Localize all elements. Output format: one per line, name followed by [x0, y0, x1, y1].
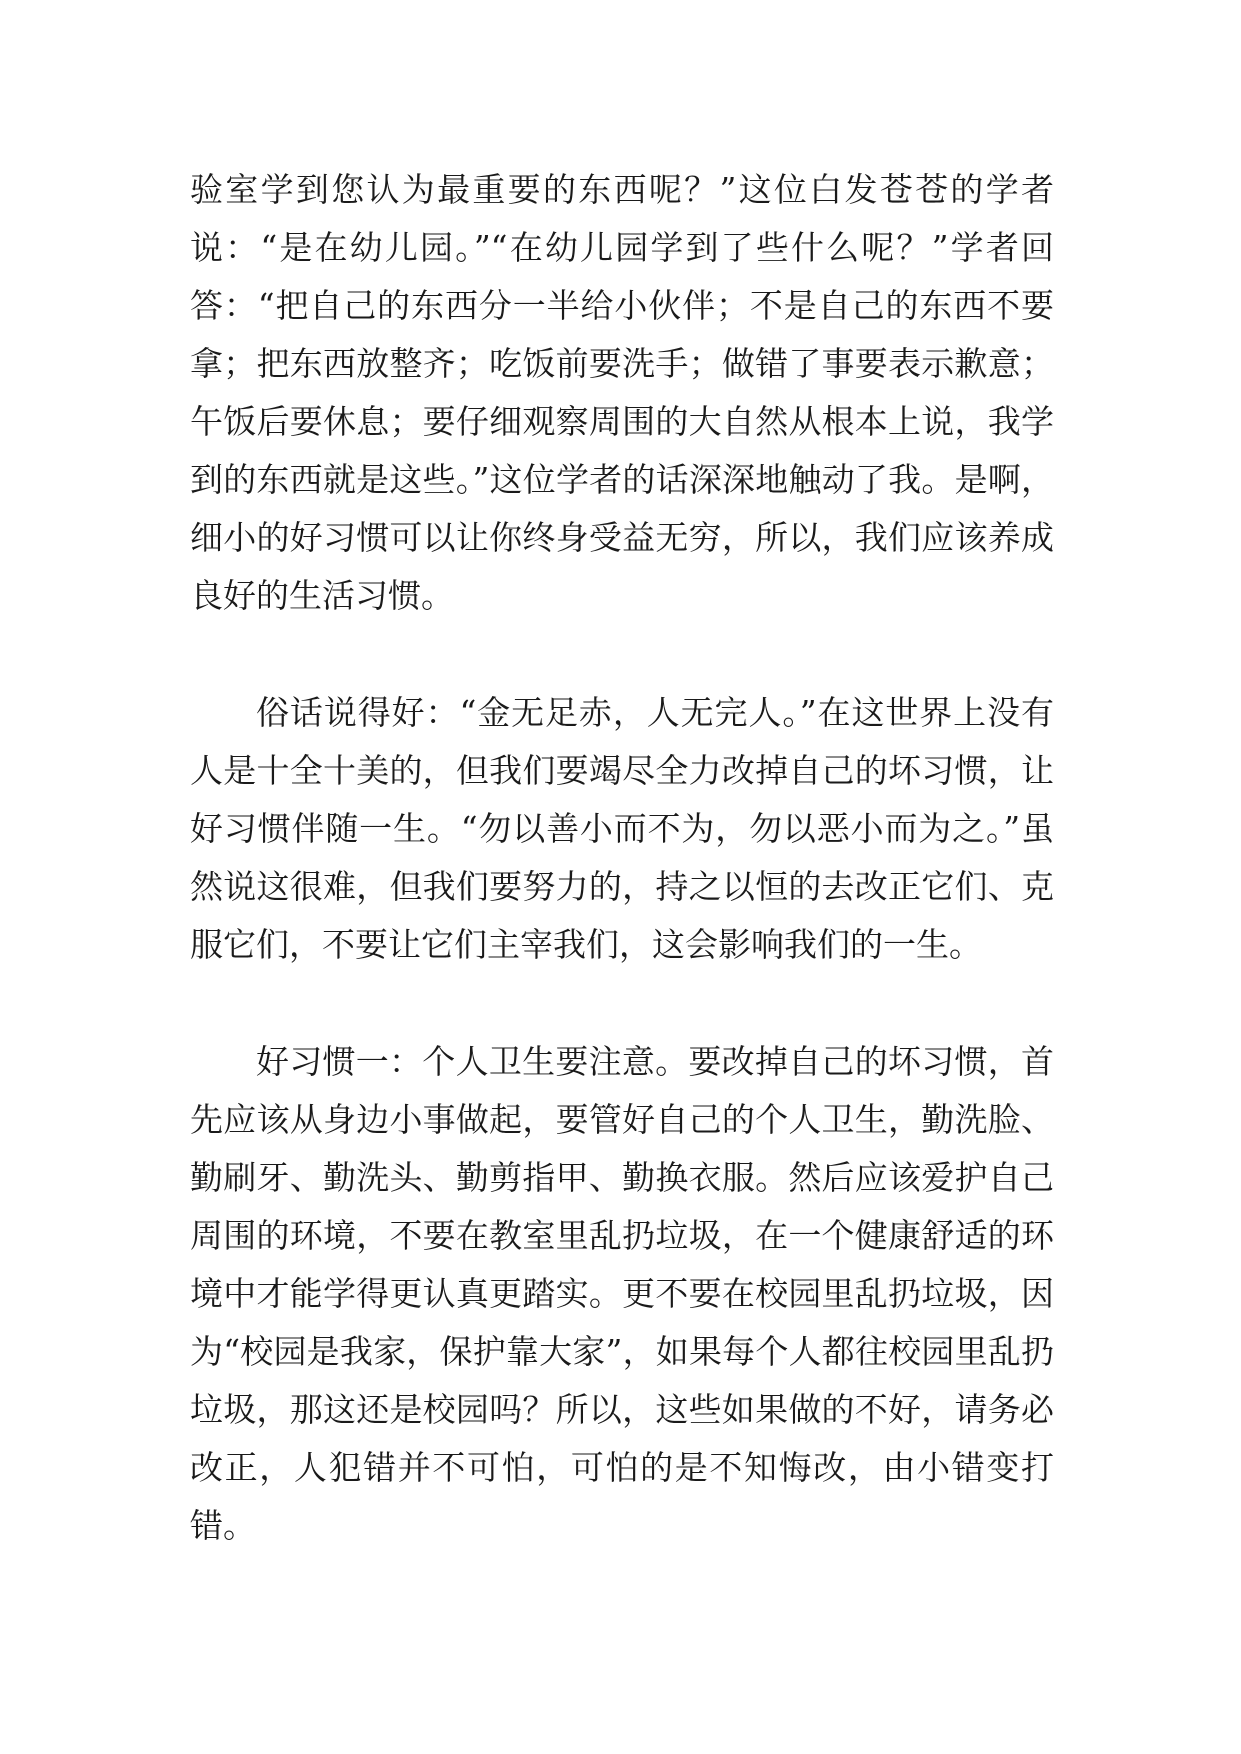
paragraph-proverb: 俗话说得好：“金无足赤，人无完人。”在这世界上没有人是十全十美的，但我们要竭尽全力改掉自己的坏习惯，让好习惯伴随一生。“勿以善小而不为，勿以恶小而为之。”虽然说这很难，但我们要努力的，持之以恒的去改正它们、克服它们，不要让它们主宰我们，这会影响我们的一生。 — [190, 693, 1054, 964]
paragraph-good-habit-one: 好习惯一：个人卫生要注意。要改掉自己的坏习惯，首先应该从身边小事做起，要管好自己的个人卫生，勤洗脸、勤刷牙、勤洗头、勤剪指甲、勤换衣服。然后应该爱护自己周围的环境，不要在教室里乱扔垃圾，在一个健康舒适的环境中才能学得更认真更踏实。更不要在校园里乱扔垃圾，因为“校园是我家，保护靠大家”，如果每个人都往校园里乱扔垃圾，那这还是校园吗？所以，这些如果做的不好，请务必改正，人犯错并不可怕，可怕的是不知悔改，由小错变打错。 — [190, 1042, 1054, 1545]
paragraph-continued: 验室学到您认为最重要的东西呢？”这位白发苍苍的学者说：“是在幼儿园。”“在幼儿园学到了些什么呢？”学者回答：“把自己的东西分一半给小伙伴；不是自己的东西不要拿；把东西放整齐；吃饭前要洗手；做错了事要表示歉意；午饭后要休息；要仔细观察周围的大自然从根本上说，我学到的东西就是这些。”这位学者的话深深地触动了我。是啊，细小的好习惯可以让你终身受益无穷，所以，我们应该养成良好的生活习惯。 — [190, 170, 1054, 615]
